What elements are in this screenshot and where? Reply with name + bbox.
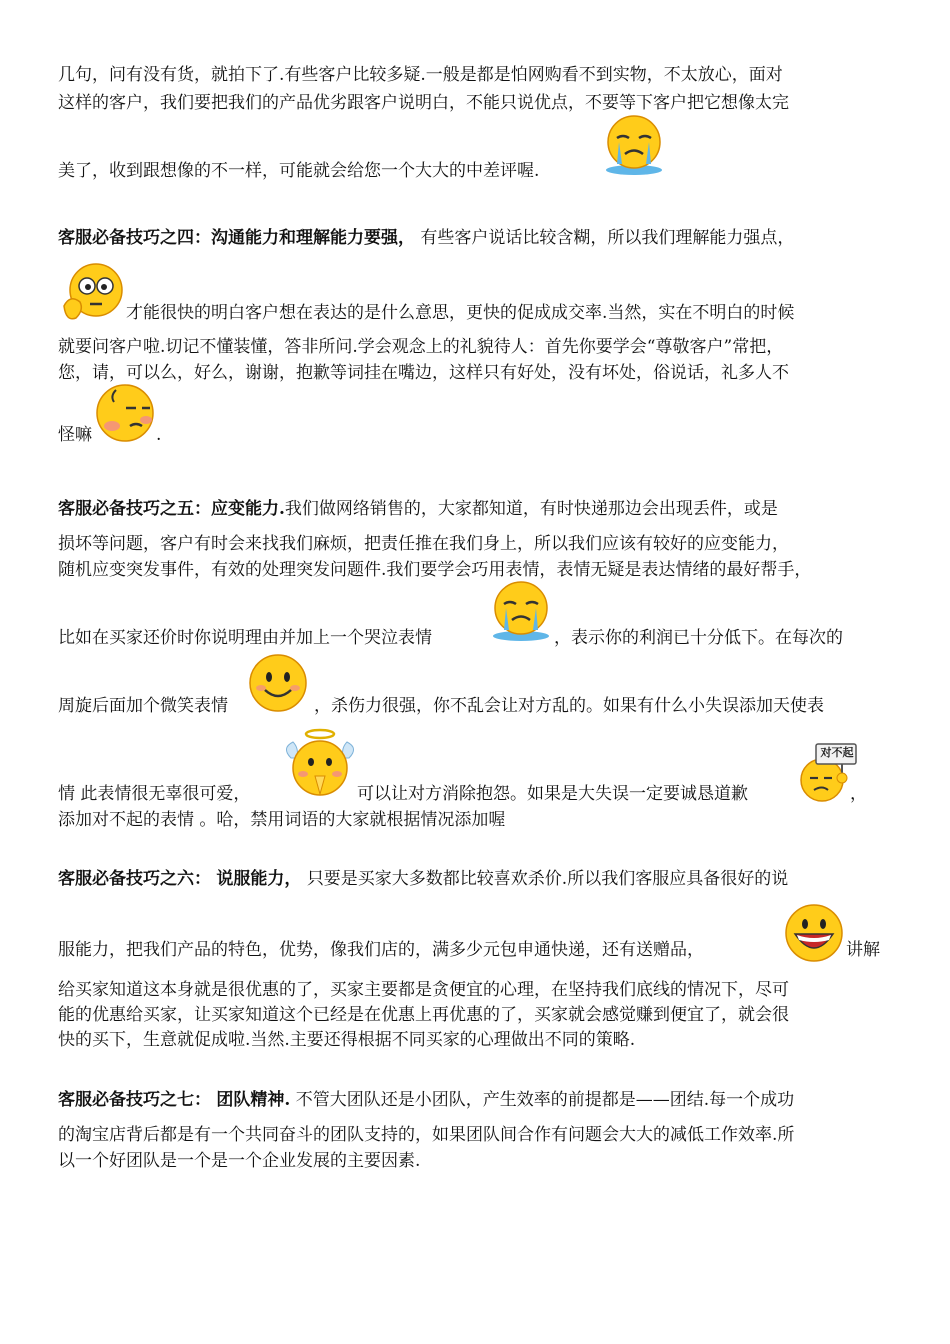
p3-line1: [58, 498, 898, 520]
p4-line1: [58, 868, 898, 890]
p2-line5-start: 怪嘛: [58, 425, 92, 445]
p3-line4-end: ，表示你的利润已十分低下。在每次的: [554, 628, 843, 648]
p4-line1-text: 只要是买家大多数都比较喜欢杀价.所以我们客服应具备很好的说: [306, 869, 789, 889]
p3-line6-mid: 可以让对方消除抱怨。如果是大失误一定要诚恳道歉: [357, 784, 748, 804]
p4-topic: 说服能力，: [216, 869, 302, 889]
p5-line3: 以一个好团队是一个是一个企业发展的主要因素.: [58, 1151, 421, 1171]
p3-line6-start: 情 此表情很无辜很可爱，: [58, 784, 251, 804]
p3-line4-start: 比如在买家还价时你说明理由并加上一个哭泣表情: [58, 628, 432, 648]
p4-heading: 客服必备技巧之六：: [58, 869, 211, 889]
p2-line4: 您，请，可以么，好么，谢谢，抱歉等词挂在嘴边，这样只有好处，没有坏处，俗说话，礼多人不: [58, 363, 789, 383]
p5-heading: 客服必备技巧之七：: [58, 1090, 211, 1110]
p2-heading: 客服必备技巧之四：: [58, 228, 211, 248]
p3-line1-text: 我们做网络销售的，大家都知道，有时快递那边会出现丢件，或是: [284, 499, 778, 519]
p4-line2-start: 服能力，把我们产品的特色，优势，像我们店的，满多少元包申通快递，还有送赠品，: [58, 940, 704, 960]
p5-line2: 的淘宝店背后都是有一个共同奋斗的团队支持的，如果团队间合作有问题会大大的减低工作效率.所: [58, 1125, 795, 1145]
p1-line3: 美了，收到跟想像的不一样，可能就会给您一个大大的中差评喔.: [58, 161, 540, 181]
p4-line2-end: 讲解: [846, 940, 880, 960]
p3-line6-end: ，: [850, 784, 867, 804]
p2-line5-end: .: [156, 425, 162, 445]
p5-line1-text: 不管大团队还是小团队，产生效率的前提都是——团结.每一个成功: [295, 1090, 795, 1110]
p5-line1: [58, 1089, 898, 1111]
p1-line1: 几句，问有没有货，就拍下了.有些客户比较多疑.一般是都是怕网购看不到实物，不太放心，面对: [58, 65, 783, 85]
thinking-face-icon: [60, 262, 126, 324]
p2-line5: [58, 424, 898, 446]
p3-line2: 损坏等问题，客户有时会来找我们麻烦，把责任推在我们身上，所以我们应该有较好的应变能力，: [58, 534, 789, 554]
p3-line5-start: 周旋后面加个微笑表情: [58, 696, 228, 716]
p2-line1: [58, 227, 898, 249]
smiling-face-icon: [247, 652, 309, 714]
laughing-face-icon: [783, 902, 845, 964]
angel-face-icon: [281, 724, 359, 802]
p2-line3: 就要问客户啦.切记不懂装懂，答非所问.学会观念上的礼貌待人：首先你要学会“尊敬客户”常把，: [58, 337, 784, 357]
p3-line3: 随机应变突发事件，有效的处理突发问题件.我们要学会巧用表情，表情无疑是表达情绪的最好帮手，: [58, 560, 812, 580]
crying-face-icon: [490, 580, 552, 642]
p4-line3: 给买家知道这本身就是很优惠的了，买家主要都是贪便宜的心理，在坚持我们底线的情况下，尽可: [58, 980, 789, 1000]
p4-line5: 快的买下，生意就促成啦.当然.主要还得根据不同买家的心理做出不同的策略.: [58, 1030, 636, 1050]
shy-face-icon: [94, 382, 156, 444]
p3-heading: 客服必备技巧之五：: [58, 499, 211, 519]
p3-topic: 应变能力.: [211, 499, 285, 519]
sorry-sign-label: 对不起: [820, 746, 854, 759]
p2-line2: 才能很快的明白客户想在表达的是什么意思，更快的促成成交率.当然，实在不明白的时候: [126, 303, 795, 323]
p4-line4: 能的优惠给买家，让买家知道这个已经是在优惠上再优惠的了，买家就会感觉赚到便宜了，就会很: [58, 1005, 789, 1025]
crying-face-icon: [603, 114, 665, 176]
p1-line2: 这样的客户，我们要把我们的产品优劣跟客户说明白，不能只说优点，不要等下客户把它想像太完: [58, 93, 789, 113]
p3-line7: 添加对不起的表情 。哈，禁用词语的大家就根据情况添加喔: [58, 810, 506, 830]
p3-line5-end: ，杀伤力很强，你不乱会让对方乱的。如果有什么小失误添加天使表: [314, 696, 824, 716]
p2-topic: 沟通能力和理解能力要强，: [211, 228, 415, 248]
p2-line1-text: 有些客户说话比较含糊，所以我们理解能力强点，: [420, 228, 795, 248]
p5-topic: 团队精神.: [216, 1090, 291, 1110]
